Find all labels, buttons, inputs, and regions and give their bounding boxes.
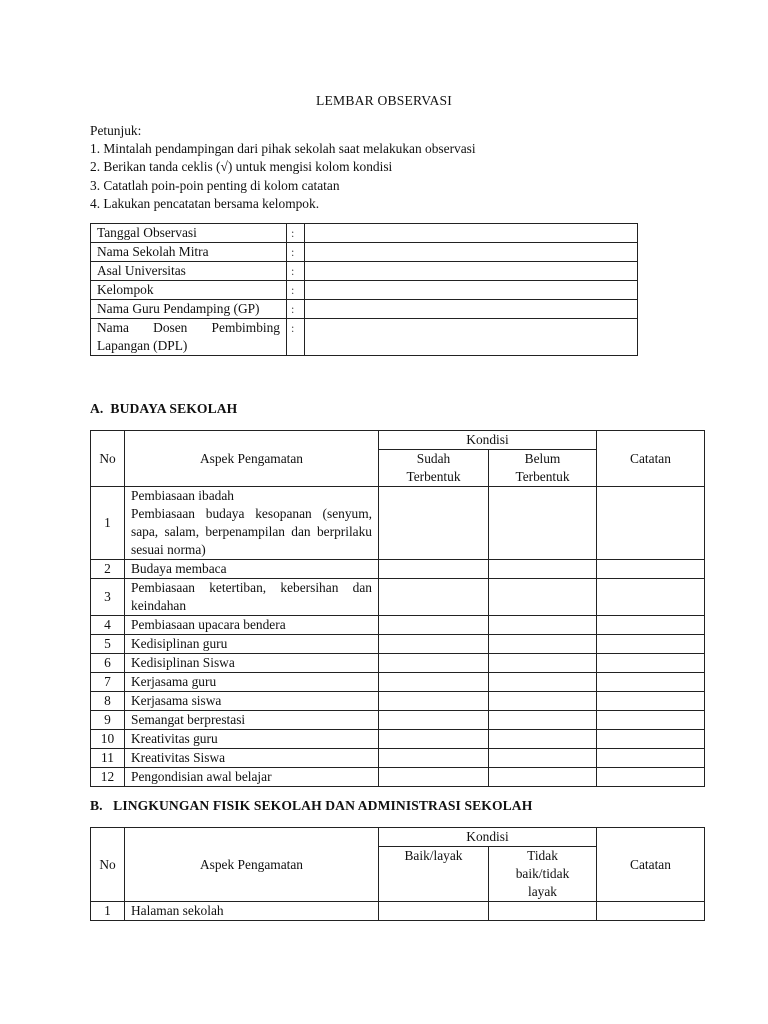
aspect-text: Halaman sekolah xyxy=(131,903,224,918)
identity-colon: : xyxy=(287,319,305,356)
header-sudah-terbentuk: Sudah Terbentuk xyxy=(379,450,489,487)
identity-row xyxy=(91,300,638,319)
lingkungan-fisik-table xyxy=(90,827,705,921)
header-baik-layak: Baik/layak xyxy=(379,847,489,902)
table-row xyxy=(91,579,705,616)
condition-checkbox-cell[interactable] xyxy=(489,673,597,692)
table-row xyxy=(91,749,705,768)
condition-checkbox-cell[interactable] xyxy=(489,692,597,711)
instruction-item: 3. Catatlah poin-poin penting di kolom catatan xyxy=(90,177,340,193)
header-kondisi: Kondisi xyxy=(379,828,597,847)
aspect-cell xyxy=(125,902,379,921)
notes-cell[interactable] xyxy=(597,654,705,673)
identity-label: Nama Sekolah Mitra xyxy=(91,243,287,262)
aspect-cell xyxy=(125,560,379,579)
aspect-text: Kreativitas Siswa xyxy=(131,750,226,765)
table-row xyxy=(91,902,705,921)
notes-cell[interactable] xyxy=(597,487,705,560)
aspect-cell xyxy=(125,692,379,711)
condition-checkbox-cell[interactable] xyxy=(489,579,597,616)
row-number: 10 xyxy=(91,730,125,749)
table-row xyxy=(91,730,705,749)
header-no: No xyxy=(91,828,125,902)
condition-checkbox-cell[interactable] xyxy=(489,902,597,921)
table-row xyxy=(91,692,705,711)
table-row xyxy=(91,654,705,673)
identity-value-field[interactable] xyxy=(305,319,638,356)
identity-label: Asal Universitas xyxy=(91,262,287,281)
notes-cell[interactable] xyxy=(597,579,705,616)
identity-value-field[interactable] xyxy=(305,243,638,262)
lingkungan-fisik-rows xyxy=(91,902,705,921)
aspect-text: Pengondisian awal belajar xyxy=(131,769,272,784)
table-row xyxy=(91,560,705,579)
table-row xyxy=(91,673,705,692)
condition-checkbox-cell[interactable] xyxy=(379,654,489,673)
row-number: 2 xyxy=(91,560,125,579)
aspect-cell xyxy=(125,487,379,560)
row-number: 11 xyxy=(91,749,125,768)
instruction-item: 4. Lakukan pencatatan bersama kelompok. xyxy=(90,195,320,211)
row-number: 1 xyxy=(91,487,125,560)
header-belum-terbentuk: Belum Terbentuk xyxy=(489,450,597,487)
aspect-cell xyxy=(125,730,379,749)
table-row xyxy=(91,635,705,654)
row-number: 12 xyxy=(91,768,125,787)
condition-checkbox-cell[interactable] xyxy=(489,560,597,579)
condition-checkbox-cell[interactable] xyxy=(379,487,489,560)
identity-value-field[interactable] xyxy=(305,300,638,319)
aspect-text: Pembiasaan upacara bendera xyxy=(131,617,286,632)
condition-checkbox-cell[interactable] xyxy=(489,616,597,635)
budaya-sekolah-rows xyxy=(91,487,705,787)
header-tidak-layak: Tidak baik/tidak layak xyxy=(489,847,597,902)
header-no: No xyxy=(91,431,125,487)
identity-row xyxy=(91,224,638,243)
identity-label: Nama Dosen Pembimbing Lapangan (DPL) xyxy=(91,319,287,356)
header-aspect: Aspek Pengamatan xyxy=(125,828,379,902)
aspect-text: Pembiasaan budaya kesopanan (senyum, sapa, salam, berpenampilan dan berprilaku sesuai norma) xyxy=(131,506,372,557)
row-number: 3 xyxy=(91,579,125,616)
condition-checkbox-cell[interactable] xyxy=(379,673,489,692)
header-catatan: Catatan xyxy=(597,828,705,902)
table-row xyxy=(91,487,705,560)
notes-cell[interactable] xyxy=(597,635,705,654)
row-number: 1 xyxy=(91,902,125,921)
instructions xyxy=(90,122,476,213)
condition-checkbox-cell[interactable] xyxy=(379,730,489,749)
identity-label: Nama Guru Pendamping (GP) xyxy=(91,300,287,319)
budaya-sekolah-table xyxy=(90,430,705,787)
identity-colon: : xyxy=(287,224,305,243)
aspect-cell xyxy=(125,654,379,673)
identity-value-field[interactable] xyxy=(305,262,638,281)
condition-checkbox-cell[interactable] xyxy=(489,711,597,730)
instructions-heading: Petunjuk: xyxy=(90,123,142,138)
notes-cell[interactable] xyxy=(597,730,705,749)
notes-cell[interactable] xyxy=(597,902,705,921)
table-header-row xyxy=(91,431,705,450)
identity-row xyxy=(91,262,638,281)
aspect-cell xyxy=(125,579,379,616)
condition-checkbox-cell[interactable] xyxy=(379,692,489,711)
condition-checkbox-cell[interactable] xyxy=(379,711,489,730)
condition-checkbox-cell[interactable] xyxy=(379,749,489,768)
notes-cell[interactable] xyxy=(597,673,705,692)
header-aspect: Aspek Pengamatan xyxy=(125,431,379,487)
notes-cell[interactable] xyxy=(597,560,705,579)
identity-label: Tanggal Observasi xyxy=(91,224,287,243)
aspect-cell xyxy=(125,673,379,692)
condition-checkbox-cell[interactable] xyxy=(489,749,597,768)
identity-colon: : xyxy=(287,262,305,281)
page-title: LEMBAR OBSERVASI xyxy=(316,93,452,108)
identity-colon: : xyxy=(287,243,305,262)
table-row xyxy=(91,711,705,730)
section-a-heading: A. BUDAYA SEKOLAH xyxy=(90,401,238,416)
notes-cell[interactable] xyxy=(597,768,705,787)
aspect-text: Pembiasaan ketertiban, kebersihan dan keindahan xyxy=(131,580,372,613)
identity-table xyxy=(90,223,638,356)
condition-checkbox-cell[interactable] xyxy=(489,654,597,673)
identity-label: Kelompok xyxy=(91,281,287,300)
identity-value-field[interactable] xyxy=(305,281,638,300)
condition-checkbox-cell[interactable] xyxy=(489,487,597,560)
aspect-text: Pembiasaan ibadah xyxy=(131,488,234,503)
table-header-row xyxy=(91,828,705,847)
notes-cell[interactable] xyxy=(597,749,705,768)
table-row xyxy=(91,768,705,787)
row-number: 4 xyxy=(91,616,125,635)
condition-checkbox-cell[interactable] xyxy=(379,560,489,579)
table-row xyxy=(91,616,705,635)
identity-colon: : xyxy=(287,281,305,300)
identity-row xyxy=(91,281,638,300)
notes-cell[interactable] xyxy=(597,711,705,730)
row-number: 5 xyxy=(91,635,125,654)
row-number: 6 xyxy=(91,654,125,673)
aspect-text: Kreativitas guru xyxy=(131,731,218,746)
aspect-text: Kerjasama siswa xyxy=(131,693,222,708)
condition-checkbox-cell[interactable] xyxy=(379,902,489,921)
header-kondisi: Kondisi xyxy=(379,431,597,450)
identity-colon: : xyxy=(287,300,305,319)
row-number: 8 xyxy=(91,692,125,711)
condition-checkbox-cell[interactable] xyxy=(379,579,489,616)
aspect-text: Kedisiplinan guru xyxy=(131,636,228,651)
condition-checkbox-cell[interactable] xyxy=(489,730,597,749)
aspect-text: Semangat berprestasi xyxy=(131,712,246,727)
notes-cell[interactable] xyxy=(597,616,705,635)
instruction-item: 1. Mintalah pendampingan dari pihak sekolah saat melakukan observasi xyxy=(90,141,476,157)
condition-checkbox-cell[interactable] xyxy=(489,768,597,787)
aspect-cell xyxy=(125,768,379,787)
section-b-heading: B. LINGKUNGAN FISIK SEKOLAH DAN ADMINISTRASI SEKOLAH xyxy=(90,798,533,813)
identity-row xyxy=(91,243,638,262)
condition-checkbox-cell[interactable] xyxy=(379,635,489,654)
aspect-cell xyxy=(125,711,379,730)
notes-cell[interactable] xyxy=(597,692,705,711)
condition-checkbox-cell[interactable] xyxy=(489,635,597,654)
instruction-item: 2. Berikan tanda ceklis (√) untuk mengisi kolom kondisi xyxy=(90,159,393,175)
row-number: 9 xyxy=(91,711,125,730)
row-number: 7 xyxy=(91,673,125,692)
aspect-cell xyxy=(125,635,379,654)
aspect-text: Kedisiplinan Siswa xyxy=(131,655,235,670)
condition-checkbox-cell[interactable] xyxy=(379,616,489,635)
aspect-text: Kerjasama guru xyxy=(131,674,217,689)
aspect-text: Budaya membaca xyxy=(131,561,227,576)
header-catatan: Catatan xyxy=(597,431,705,487)
identity-value-field[interactable] xyxy=(305,224,638,243)
aspect-cell xyxy=(125,749,379,768)
aspect-cell xyxy=(125,616,379,635)
condition-checkbox-cell[interactable] xyxy=(379,768,489,787)
identity-row xyxy=(91,319,638,356)
